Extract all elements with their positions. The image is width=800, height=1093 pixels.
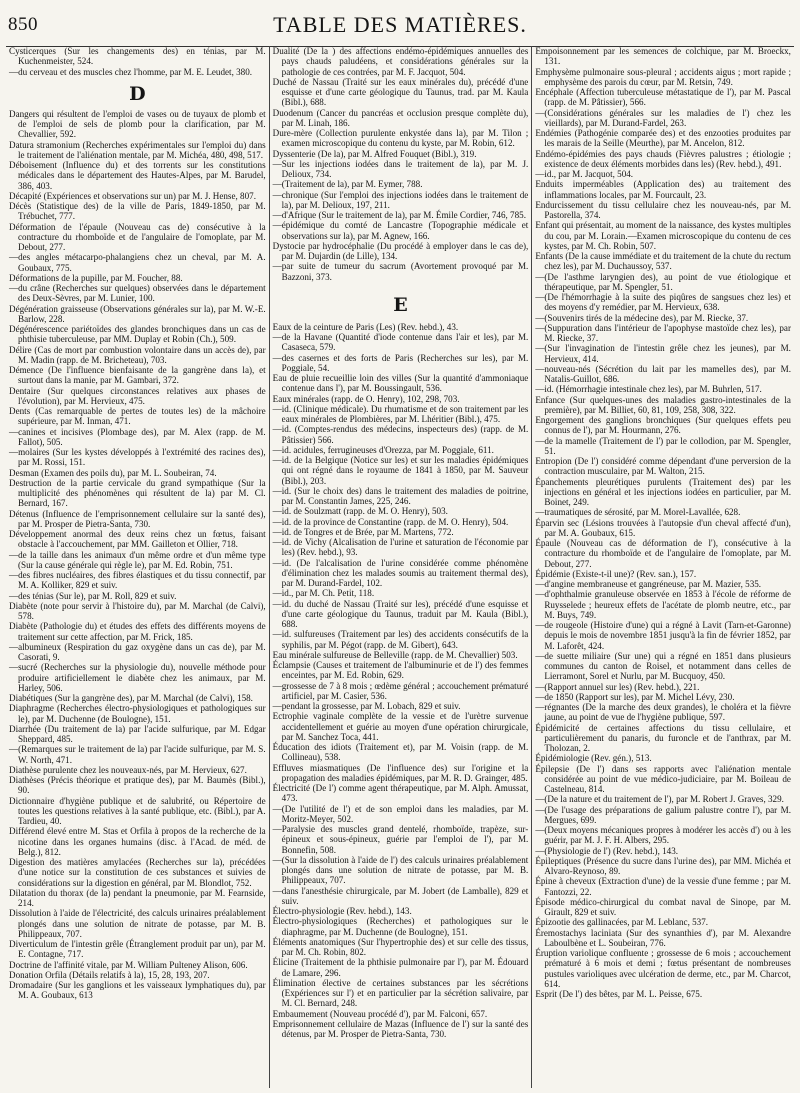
index-entry: Dangers qui résultent de l'emploi de vases ou de tuyaux de plomb et de l'emploi de sels de plomb pour la clarification, par M. Chevallier, 592. bbox=[9, 108, 266, 140]
index-entry: —(De la nature et du traitement de l'), par M. Robert J. Graves, 329. bbox=[535, 794, 784, 805]
index-entry: —de 1850 (Rapport sur les), par M. Michel Lévy, 230. bbox=[535, 691, 735, 702]
index-entry: —id. de la Belgique (Notice sur les) et sur les maladies épidémiques qui ont régné dans le royaume de 1841 à 1850, par M. Sauveur (Bibl.), 203. bbox=[272, 455, 529, 486]
index-entry: Épanchements pleurétiques purulents (Traitement des) par les injections en général et les injections iodées en particulier, par M. Boinet, 249. bbox=[535, 476, 791, 507]
index-entry: —des angles métacarpo-phalangiens chez un cheval, par M. A. Goubaux, 775. bbox=[9, 252, 266, 273]
index-entry: Déformation de l'épaule (Nouveau cas de) consécutive à la contracture du rhomboïde et de l'angulaire de l'omoplate, par M. Debout, 277. bbox=[9, 221, 266, 252]
index-entry: Dure-mère (Collection purulente enkystée dans la), par M. Tilon ; examen microscopique du contenu du kyste, par M. Robin, 612. bbox=[272, 128, 529, 149]
index-entry: Cysticerques (Sur les changements des) en ténias, par M. Kuchenmeister, 524. bbox=[9, 46, 266, 67]
index-entry: Dégénération graisseuse (Observations générales sur la), par M. W.-E. Barlow, 228. bbox=[9, 303, 266, 324]
index-entry: Éparvin sec (Lésions trouvées à l'autopsie d'un cheval affecté d'un), par M. A. Goubaux, 615. bbox=[535, 517, 791, 538]
index-entry: —de la mamelle (Traitement de l') par le collodion, par M. Spengler, 51. bbox=[535, 435, 791, 456]
index-entry: Épileptiques (Présence du sucre dans l'urine des), par MM. Michéa et Alvaro-Reynoso, 89. bbox=[535, 855, 791, 876]
index-entry: Dégénérescence pariétoïdes des glandes bronchiques dans un cas de phthisie tuberculeuse, par MM. Duplay et Robin (Ch.), 509. bbox=[9, 324, 266, 345]
index-entry: Éruption variolique confluente ; grossesse de 6 mois ; accouchement prématuré à 6 mois et demi ; fœtus présentant de nombreuses pustules varioliques avec ulcération de derme, etc., par M. Charcot, 614. bbox=[535, 948, 791, 989]
index-entry: —traumatiques de sérosité, par M. Morel-Lavallée, 628. bbox=[535, 507, 741, 518]
index-entry: Délire (Cas de mort par combustion volontaire dans un accès de), par M. Madin (rapp. de M. Bricheteau), 703. bbox=[9, 344, 266, 365]
index-entry: Décapité (Expériences et observations sur un) par M. J. Hense, 807. bbox=[9, 190, 256, 201]
index-entry: Diabète (Pathologie du) et études des effets des différents moyens de traitement sur cette affection, par M. Frick, 185. bbox=[9, 621, 266, 642]
index-entry: Ectrophie vaginale complète de la vessie et de l'urètre survenue accidentellement et guérie au moyen d'une opération chirurgicale, par M. Sanchez Toca, 441. bbox=[272, 711, 529, 742]
index-entry: Endémo-épidémies des pays chauds (Fièvres palustres ; étiologie ; existence de deux éléments morbides dans les) (Rev. hebd.), 491. bbox=[535, 148, 791, 169]
index-entry: Embaumement (Nouveau procédé d'), par M. Falconi, 657. bbox=[272, 1008, 488, 1019]
index-columns bbox=[6, 46, 794, 1088]
index-column-2 bbox=[269, 46, 532, 1088]
index-entry: Épizootie des gallinacées, par M. Leblanc, 537. bbox=[535, 917, 709, 928]
index-entry: —dans l'anesthésie chirurgicale, par M. Jobert (de Lamballe), 829 et suiv. bbox=[272, 885, 529, 906]
index-entry: Enduits imperméables (Application des) au traitement des inflammations locales, par M. Fourcault, 23. bbox=[535, 179, 791, 200]
index-entry: —id. (Clinique médicale). Du rhumatisme et de son traitement par les eaux minérales de Plombières, par M. Lhéritier (Bibl.), 475. bbox=[272, 403, 529, 424]
index-entry: Épine à cheveux (Extraction d'une) de la vessie d'une femme ; par M. Fantozzi, 22. bbox=[535, 876, 791, 897]
index-entry: Enfant qui présentait, au moment de la naissance, des kystes multiples du cou, par M. Lorain.—Examen microscopique du contenu de ces kystes, par M. Ch. Robin, 507. bbox=[535, 220, 791, 251]
index-entry: —(Deux moyens mécaniques propres à modérer les accès d') ou à les guérir, par M. J. F. H. Albers, 295. bbox=[535, 825, 791, 846]
index-entry: —de suette miliaire (Sur une) qui a régné en 1851 dans plusieurs communes du canton de Roisel, et notamment dans celles de Lierramont, Sorel et Nurlu, par M. Bucquoy, 450. bbox=[535, 650, 791, 682]
index-entry: Dualité (De la ) des affections endémo-épidémiques annuelles des pays chauds paludéens, et considérations générales sur la pathologie de ces contrées, par M. F. Jacquot, 504. bbox=[272, 46, 529, 77]
index-column-1 bbox=[6, 46, 269, 1088]
index-entry: Électro-physiologie (Rev. hebd.), 143. bbox=[272, 906, 412, 916]
index-entry: —(De l'hémorrhagie à la suite des piqûres de sangsues chez les) et des moyens d'y remédier, par M. Hervieux, 638. bbox=[535, 292, 791, 313]
index-entry: Eau minérale sulfureuse de Belleville (rapp. de M. Chevallier) 503. bbox=[272, 649, 518, 660]
index-entry: —d'Afrique (Sur le traitement de la), par M. Émile Cordier, 746, 785. bbox=[272, 210, 526, 220]
index-entry: —de la Havane (Quantité d'iode contenue dans l'air et les), par M. Casaseca, 579. bbox=[272, 332, 529, 353]
index-entry: —épidémique du comté de Lancastre (Topographie médicale et observations sur la), par M. Agnew, 166. bbox=[272, 220, 529, 241]
index-entry: —(Suppuration dans l'intérieur de l'apophyse mastoïde chez les), par M. Riecke, 37. bbox=[535, 322, 791, 343]
index-entry: Doctrine de l'affinité vitale, par M. William Pulteney Alison, 606. bbox=[9, 959, 248, 970]
section-letter: E bbox=[393, 293, 408, 316]
index-entry: Démence (De l'influence bienfaisante de la gangrène dans la), et surtout dans la manie, par M. Gambari, 372. bbox=[9, 365, 266, 386]
index-entry: —molaires (Sur les kystes développés à l'extrémité des racines des), par M. Rossi, 151. bbox=[9, 447, 266, 468]
index-entry: Eaux de la ceinture de Paris (Les) (Rev. hebd.), 43. bbox=[272, 321, 459, 332]
index-entry: Diabétiques (Sur la gangrène des), par M. Marchal (de Calvi), 158. bbox=[9, 693, 253, 703]
index-entry: —par suite de tumeur du sacrum (Avortement provoqué par M. Bazzoni, 373. bbox=[272, 261, 529, 282]
index-entry: Différend élevé entre M. Stas et Orfila à propos de la recherche de la nicotine dans les organes humains (disc. à l'Acad. de méd. de Belg.), 812. bbox=[9, 826, 266, 857]
index-entry: Destruction de la partie cervicale du grand sympathique (Sur la multiplicité des phénomènes qui résultent de la) par M. Cl. Bernard, 167. bbox=[9, 477, 266, 509]
index-entry: Effluves miasmatiques (De l'influence des) sur l'origine et la propagation des maladies épidémiques, par M. R. D. Grainger, 485. bbox=[272, 762, 529, 783]
index-entry: —du cerveau et des muscles chez l'homme, par M. E. Leudet, 380. bbox=[9, 66, 253, 77]
index-entry: Élimination élective de certaines substances par les sécrétions (Expériences sur l') et en particulier par la sécrétion salivaire, par M. Cl. Bernard, 248. bbox=[272, 977, 529, 1009]
index-entry: Épisode médico-chirurgical du combat naval de Sinope, par M. Girault, 829 et suiv. bbox=[535, 896, 791, 917]
index-entry: Décès (Statistique des) de la ville de Paris, 1849-1850, par M. Trébuchet, 777. bbox=[9, 201, 266, 222]
index-entry: —grossesse de 7 à 8 mois ; œdème général ; accouchement prématuré artificiel, par M. Casier, 536. bbox=[272, 680, 529, 701]
index-entry: —chronique (Sur l'emploi des injections iodées dans le traitement de la), par M. Delioux, 197, 211. bbox=[272, 189, 529, 210]
index-entry: Épilepsie (De l') dans ses rapports avec l'aliénation mentale considérée au point de vue médico-judiciaire, par M. Boileau de Castelneau, 814. bbox=[535, 763, 791, 794]
index-entry: —d'ophthalmie granuleuse observée en 1853 à l'école de réforme de Ruysselede ; heureux effets de l'acétate de plomb neutre, etc., par M. Buys, 749. bbox=[535, 589, 791, 620]
index-entry: —id. de la province de Constantine (rapp. de M. O. Henry), 504. bbox=[272, 516, 509, 527]
index-entry: Diarrhée (Du traitement de la) par l'acide sulfurique, par M. Edgar Sheppard, 485. bbox=[9, 723, 266, 744]
index-entry: Dilatation du thorax (de la) pendant la pneumonie, par M. Fearnside, 214. bbox=[9, 887, 266, 908]
index-entry: Déboisement (Influence du) et des torrents sur les constitutions médicales dans le département des Hautes-Alpes, par M. Barudel, 386, 403. bbox=[9, 160, 266, 191]
index-entry: Détenus (Influence de l'emprisonnement cellulaire sur la santé des), par M. Prosper de Pietra-Santa, 730. bbox=[9, 508, 266, 529]
index-entry: Entropion (De l') considéré comme dépendant d'une perversion de la contraction musculaire, par M. Walton, 215. bbox=[535, 456, 791, 477]
index-entry: —id. (Hémorrhagie intestinale chez les), par M. Buhrlen, 517. bbox=[535, 384, 762, 395]
index-entry: —(De l'asthme laryngien des), au point de vue étiologique et thérapeutique, par M. Spengler, 51. bbox=[535, 271, 791, 292]
index-entry: Enfance (Sur quelques-unes des maladies gastro-intestinales de la première), par M. Billiet, 60, 81, 109, 258, 308, 322. bbox=[535, 394, 791, 415]
index-entry: Diabète (note pour servir à l'histoire du), par M. Marchal (de Calvi), 578. bbox=[9, 600, 266, 621]
index-entry: Élicine (Traitement de la phthisie pulmonaire par l'), par M. Édouard de Lamare, 296. bbox=[272, 957, 529, 978]
index-entry: Développement anormal des deux reins chez un fœtus, faisant obstacle à l'accouchement, par MM. Gailleton et Ollier, 718. bbox=[9, 529, 266, 550]
index-entry: —(Remarques sur le traitement de la) par l'acide sulfurique, par M. S. W. North, 471. bbox=[9, 744, 266, 765]
index-entry: Desman (Examen des poils du), par M. L. Soubeiran, 74. bbox=[9, 467, 217, 478]
index-entry: Dyssenterie (De la), par M. Alfred Fouquet (Bibl.), 319. bbox=[272, 148, 477, 159]
index-entry: —(De l'utilité de l') et de son emploi dans les maladies, par M. Moritz-Meyer, 502. bbox=[272, 803, 529, 824]
index-entry: Dissolution à l'aide de l'électricité, des calculs urinaires préalablement plongés dans une solution de nitrate de potasse, par M. B. Philippeaux, 707. bbox=[9, 908, 266, 939]
index-entry: Diathèses (Précis théorique et pratique des), par M. Baumès (Bibl.), 90. bbox=[9, 775, 266, 796]
index-entry: Emphysème pulmonaire sous-pleural ; accidents aigus ; mort rapide ; emphysème des parois du cœur, par M. Retsin, 749. bbox=[535, 66, 791, 87]
index-entry: Digestion des matières amylacées (Recherches sur la), précédées d'une notice sur la constitution de ces substances et suivies de considérations sur la digestion en général, par M. Blondlot, 752. bbox=[9, 857, 266, 888]
index-entry: Dromadaire (Sur les ganglions et les vaisseaux lymphatiques du), par M. A. Goubaux, 613 bbox=[9, 980, 266, 1001]
index-entry: Dystocie par hydrocéphalie (Du procédé à employer dans le cas de), par M. Dujardin (de Lille), 134. bbox=[272, 240, 529, 261]
index-entry: Enfants (De la cause immédiate et du traitement de la chute du rectum chez les), par M. Duchaussoy, 537. bbox=[535, 251, 791, 272]
index-entry: —(Souvenirs tirés de la médecine des), par M. Riecke, 37. bbox=[535, 312, 749, 323]
index-entry: —(Sur la dissolution à l'aide de l') des calculs urinaires préalablement plongés dans une solution de nitrate de potasse, par M. B. Philippeaux, 707. bbox=[272, 854, 529, 886]
index-entry: —régnantes (De la marche des deux grandes), le choléra et la fièvre jaune, au point de vue de l'hygiène publique, 597. bbox=[535, 702, 791, 723]
index-entry: Diverticulum de l'intestin grêle (Étranglement produit par un), par M. E. Contagne, 717. bbox=[9, 939, 266, 960]
index-entry: Duodenum (Cancer du pancréas et occlusion presque complète du), par M. Linah, 186. bbox=[272, 107, 529, 128]
index-entry: —d'angine membraneuse et gangréneuse, par M. Mazier, 535. bbox=[535, 579, 762, 589]
index-entry: —id. sulfureuses (Traitement par les) des accidents consécutifs de la syphilis, par M. Pégot (rapp. de M. Gibert), 643. bbox=[272, 629, 529, 650]
index-entry: —pendant la grossesse, par M. Lobach, 829 et suiv. bbox=[272, 701, 461, 711]
index-entry: —id. de Tongres et de Brée, par M. Martens, 772. bbox=[272, 526, 454, 537]
index-entry: —albumineux (Respiration du gaz oxygène dans un cas de), par M. Casorati, 9. bbox=[9, 641, 266, 662]
index-entry: Endémies (Pathogénie comparée des) et des enzooties produites par les marais de la Seille (Meurthe), par M. Ancelon, 812. bbox=[535, 128, 791, 149]
index-entry: —sucré (Recherches sur la physiologie du), nouvelle méthode pour produire artificiellement le diabète chez les animaux, par M. Harley, 506. bbox=[9, 662, 266, 693]
index-entry: —des fibres nucléaires, des fibres élastiques et du tissu connectif, par M. A. Kolliker, 829 et suiv. bbox=[9, 570, 266, 591]
index-entry: —Paralysie des muscles grand dentelé, rhomboïde, trapèze, sur-épineux et sous-épineux, guérie par l'emploi de l'), par M. Bonnefin, 508. bbox=[272, 824, 529, 855]
index-entry: Donation Orfila (Détails relatifs à la), 15, 28, 193, 207. bbox=[9, 969, 210, 980]
index-entry: —id. (Comptes-rendus des médecins, inspecteurs des) (rapp. de M. Pâtissier) 566. bbox=[272, 424, 529, 445]
index-entry: —Sur les injections iodées dans le traitement de la), par M. J. Delioux, 734. bbox=[272, 158, 529, 179]
index-entry: Empoisonnement par les semences de colchique, par M. Broeckx, 131. bbox=[535, 46, 791, 67]
index-entry: Épaule (Nouveau cas de déformation de l'), consécutive à la contracture du rhomboïde et de l'angulaire de l'omoplate, par M. Debout, 277. bbox=[535, 538, 791, 569]
index-entry: Engorgement des ganglions bronchiques (Sur quelques effets peu connus de l'), par M. Hourmann, 276. bbox=[535, 415, 791, 436]
index-entry: Épidémie (Existe-t-il une)? (Rev. san.), 157. bbox=[535, 568, 697, 579]
index-entry: Éremostachys laciniata (Sur des synanthies d'), par M. Alexandre Laboulbène et L. Soubeiran, 776. bbox=[535, 927, 791, 948]
index-entry: —(Traitement de la), par M. Eymer, 788. bbox=[272, 179, 423, 190]
index-entry: Diathèse purulente chez les nouveaux-nés, par M. Hervieux, 627. bbox=[9, 764, 247, 775]
index-entry: —de la taille dans les animaux d'un même ordre et d'un même type (Sur la cause générale qui règle le), par M. Ed. Robin, 751. bbox=[9, 549, 266, 570]
index-entry: Éducation des idiots (Traitement et), par M. Voisin (rapp. de M. Collineau), 538. bbox=[272, 742, 529, 763]
index-entry: Déformations de la pupille, par M. Foucher, 88. bbox=[9, 272, 183, 283]
index-entry: Éclampsie (Causes et traitement de l'albuminurie et de l') des femmes enceintes, par M. Ed. Robin, 629. bbox=[272, 660, 529, 681]
section-letter: D bbox=[129, 82, 146, 105]
index-entry: Eau de pluie recueillie loin des villes (Sur la quantité d'ammoniaque contenue dans l'), par M. Boussingault, 536. bbox=[272, 373, 529, 394]
page-header bbox=[0, 6, 800, 42]
page-number: 850 bbox=[8, 14, 38, 35]
index-entry: —des casernes et des forts de Paris (Recherches sur les), par M. Poggiale, 54. bbox=[272, 352, 529, 373]
index-entry: —du crâne (Recherches sur quelques) observées dans le département des Deux-Sèvres, par M. Lunier, 100. bbox=[9, 283, 266, 304]
index-entry: —(Physiologie de l') (Rev. hebd.), 143. bbox=[535, 845, 679, 856]
index-entry: Dictionnaire d'hygiène publique et de salubrité, ou Répertoire de toutes les questions relatives à la santé publique, etc. (Bibl.), par A. Tardieu, 40. bbox=[9, 795, 266, 826]
index-entry: —id. (De l'alcalisation de l'urine considérée comme phénomène d'élimination chez les malades soumis au traitement thermal des), par M. Durand-Fardel, 102. bbox=[272, 557, 529, 588]
index-entry: Électro-physiologiques (Recherches) et pathologiques sur le diaphragme, par M. Duchenne (de Boulogne), 151. bbox=[272, 916, 529, 937]
index-entry: Emprisonnement cellulaire de Mazas (Influence de l') sur la santé des détenus, par M. Prosper de Pietra-Santa, 730. bbox=[272, 1018, 529, 1039]
index-entry: Épidémiologie (Rev. gén.), 513. bbox=[535, 753, 652, 764]
index-entry: Électricité (De l') comme agent thérapeutique, par M. Alph. Amussat, 473. bbox=[272, 783, 529, 804]
index-entry: Encéphale (Affection tuberculeuse métastatique de l'), par M. Pascal (rapp. de M. Pâtissier), 566. bbox=[535, 87, 791, 108]
index-entry: Duché de Nassau (Traité sur les eaux minérales du), précédé d'une esquisse et d'une carte géologique du Taunus, trad. par M. Kaula (Bibl.), 688. bbox=[272, 76, 529, 108]
index-entry: —id. de Vichy (Alcalisation de l'urine et saturation de l'économie par les) (Rev. hebd.), 93. bbox=[272, 537, 529, 558]
index-entry: —(Considérations générales sur les maladies de l') chez les vieillards), par M. Durand-Fardel, 263. bbox=[535, 107, 791, 128]
index-entry: —(De l'usage des préparations de galium palustre contre l'), par M. Mergues, 699. bbox=[535, 804, 791, 825]
index-entry: —(Sur l'invagination de l'intestin grêle chez les jeunes), par M. Hervieux, 414. bbox=[535, 343, 791, 364]
index-entry: Endurcissement du tissu cellulaire chez les nouveau-nés, par M. Pastorella, 374. bbox=[535, 199, 791, 220]
index-entry: —id., par M. Jacquot, 504. bbox=[535, 169, 634, 179]
index-entry: Esprit (De l') des bêtes, par M. L. Peisse, 675. bbox=[535, 989, 703, 999]
index-entry: Éléments anatomiques (Sur l'hypertrophie des) et sur celle des tissus, par M. Ch. Robin, 802. bbox=[272, 936, 529, 957]
index-entry: —id. acidules, ferrugineuses d'Orezza, par M. Poggiale, 611. bbox=[272, 444, 494, 455]
index-entry: —id., par M. Ch. Petit, 118. bbox=[272, 588, 375, 599]
index-entry: Eaux minérales (rapp. de O. Henry), 102, 298, 703. bbox=[272, 393, 460, 404]
index-entry: Épidémicité de certaines affections du tissu cellulaire, et particulièrement du panaris, du furoncle et de l'anthrax, par M. Tholozan, 2. bbox=[535, 722, 791, 753]
index-entry: —nouveau-nés (Sécrétion du lait par les mamelles des), par M. Natalis-Guillot, 686. bbox=[535, 363, 791, 384]
index-entry: Dents (Cas remarquable de pertes de toutes les) de la mâchoire supérieure, par M. Inman, 471. bbox=[9, 406, 266, 427]
index-entry: —des ténias (Sur le), par M. Roll, 829 et suiv. bbox=[9, 590, 177, 601]
index-entry: —id. du duché de Nassau (Traité sur les), précédé d'une esquisse et d'une carte géologique du Taunus, traduit par M. Kaula (Bibl.), 688. bbox=[272, 598, 529, 629]
index-entry: Diaphragme (Recherches électro-physiologiques et pathologiques sur le), par M. Duchenne (de Boulogne), 151. bbox=[9, 703, 266, 724]
index-entry: Datura stramonium (Recherches expérimentales sur l'emploi du) dans le traitement de l'aliénation mentale, par M. Michéa, 480, 498, 517. bbox=[9, 139, 266, 160]
index-entry: —canines et incisives (Plombage des), par M. Alex (rapp. de M. Fallot), 505. bbox=[9, 426, 266, 447]
index-entry: —id. (Sur le choix des) dans le traitement des maladies de poitrine, par M. Constantin James, 225, 246. bbox=[272, 485, 529, 506]
page-title: TABLE DES MATIÈRES. bbox=[273, 12, 527, 37]
index-entry: Dentaire (Sur quelques circonstances relatives aux phases de l'évolution), par M. Hervieux, 475. bbox=[9, 385, 266, 406]
index-entry: —id. de Soulzmatt (rapp. de M. O. Henry), 503. bbox=[272, 506, 448, 517]
index-entry: —de rougeole (Histoire d'une) qui a régné à Lavit (Tarn-et-Garonne) depuis le mois de novembre 1851 jusqu'à la fin de février 1852, par M. Laforêt, 424. bbox=[535, 620, 791, 651]
index-column-3 bbox=[531, 46, 794, 1088]
index-entry: —(Rapport annuel sur les) (Rev. hebd.), 221. bbox=[535, 681, 700, 692]
